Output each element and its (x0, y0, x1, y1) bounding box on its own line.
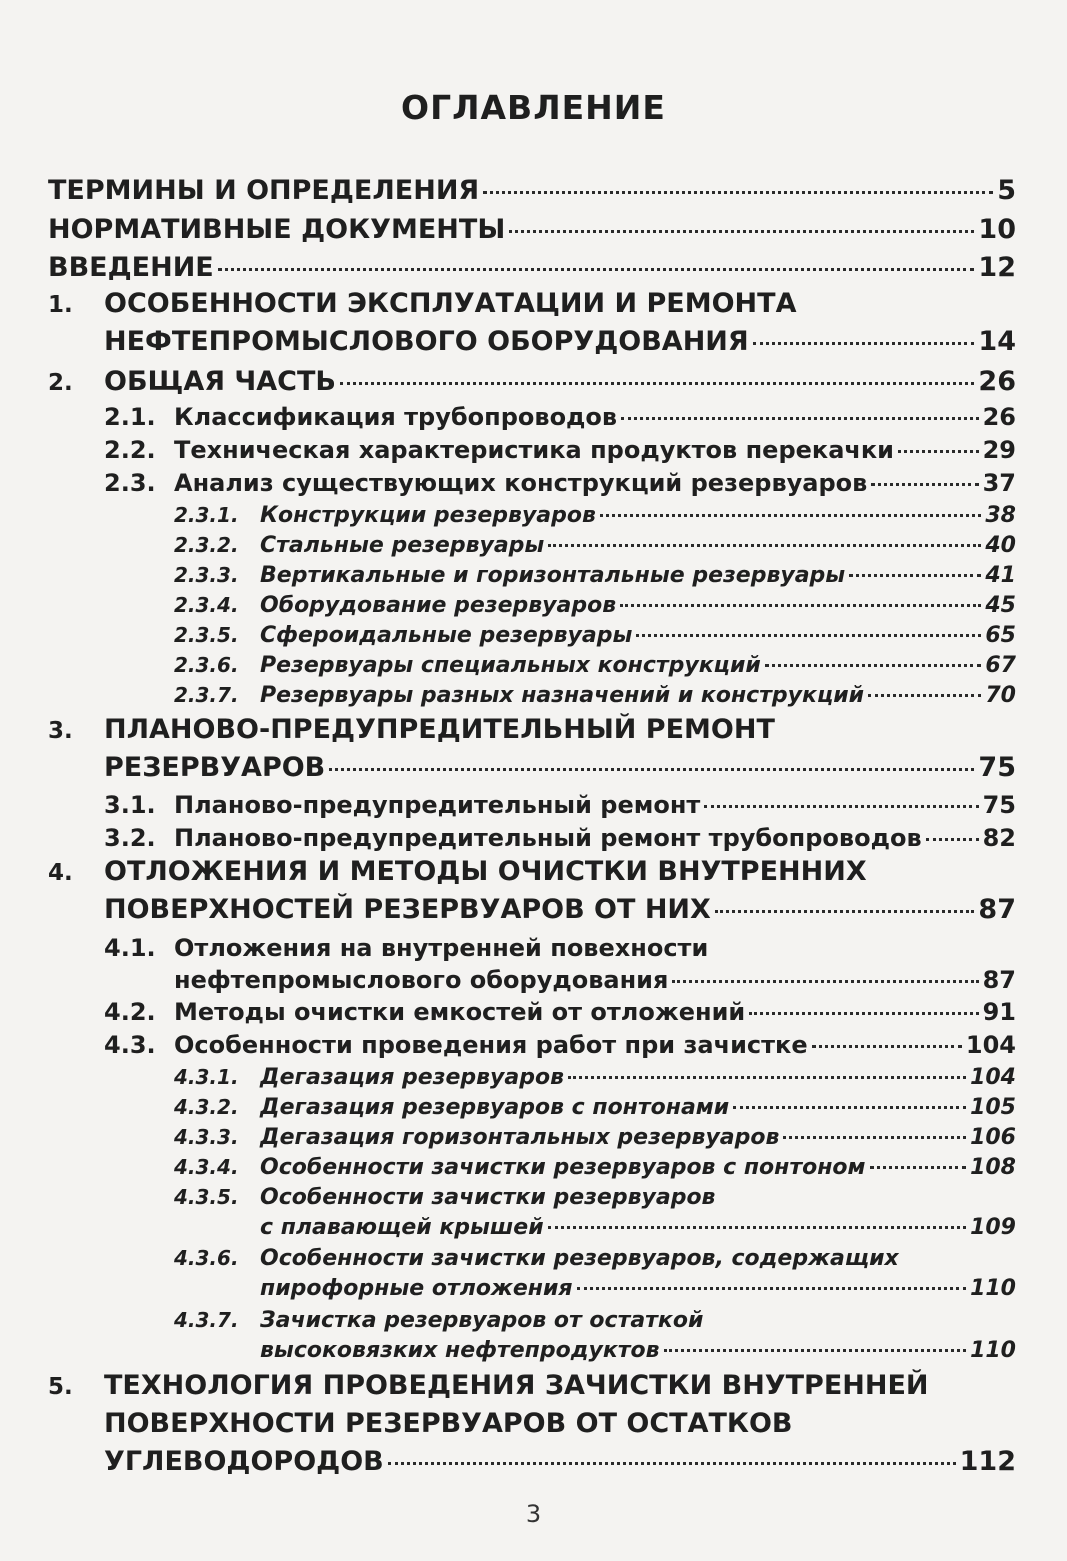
toc-chapter-3 (48, 714, 1016, 790)
toc-entry-title: Классификация трубопроводов (174, 403, 618, 431)
dot-leader (868, 694, 981, 697)
toc-page-number: 26 (982, 403, 1016, 431)
toc-entry-title: Сфероидальные резервуары (260, 623, 633, 648)
toc-page-number: 70 (985, 683, 1016, 708)
toc-section-2-3 (104, 469, 1016, 501)
toc-subsection-4-3-2 (174, 1095, 1016, 1125)
toc-section-4-1 (104, 934, 1016, 998)
toc-entry-title-continued: ПОВЕРХНОСТИ РЕЗЕРВУАРОВ ОТ ОСТАТКОВ (104, 1408, 793, 1439)
toc-entry-title: НОРМАТИВНЫЕ ДОКУМЕНТЫ (48, 214, 506, 245)
toc-entry-number: 2.3.6. (174, 653, 239, 677)
toc-entry-title: Техническая характеристика продуктов перекачки (174, 436, 894, 464)
toc-page-number: 67 (985, 653, 1016, 678)
toc-entry-number: 4.1. (104, 934, 156, 962)
toc-entry-title: ОБЩАЯ ЧАСТЬ (104, 366, 336, 397)
toc-entry-number: 2.3.2. (174, 533, 239, 557)
toc-page-number: 87 (982, 966, 1016, 994)
toc-page-number: 105 (970, 1095, 1016, 1120)
toc-page-number: 104 (970, 1065, 1016, 1090)
toc-entry-title: Особенности зачистки резервуаров (260, 1185, 716, 1210)
toc-section-3-1 (104, 791, 1016, 823)
toc-subsection-2-3-7 (174, 683, 1016, 713)
dot-leader (664, 1349, 967, 1352)
toc-entry-title: ОСОБЕННОСТИ ЭКСПЛУАТАЦИИ И РЕМОНТА (104, 288, 797, 319)
toc-entry-title-continued: УГЛЕВОДОРОДОВ (104, 1446, 384, 1477)
page-title: ОГЛАВЛЕНИЕ (401, 88, 666, 127)
toc-page-number: 12 (978, 252, 1016, 283)
toc-entry-number: 2. (48, 370, 73, 396)
toc-page-number: 26 (978, 366, 1016, 397)
toc-entry-number: 4.3.1. (174, 1065, 239, 1089)
dot-leader (871, 483, 978, 486)
dot-leader (870, 1166, 967, 1169)
toc-page-number: 41 (985, 563, 1016, 588)
dot-leader (812, 1045, 962, 1048)
toc-entry-title: Резервуары специальных конструкций (260, 653, 761, 678)
toc-page-number: 65 (985, 623, 1016, 648)
toc-page-number: 91 (982, 998, 1016, 1026)
toc-page-number: 40 (985, 533, 1016, 558)
toc-entry-title: ТЕХНОЛОГИЯ ПРОВЕДЕНИЯ ЗАЧИСТКИ ВНУТРЕННЕЙ (104, 1370, 929, 1401)
toc-entry-title: Методы очистки емкостей от отложений (174, 998, 746, 1026)
toc-page-number: 104 (965, 1031, 1016, 1059)
toc-entry-number: 4.3.2. (174, 1095, 239, 1119)
toc-subsection-4-3-7 (174, 1308, 1016, 1368)
toc-entry-title: Зачистка резервуаров от остаткой (260, 1308, 704, 1333)
toc-chapter-2 (48, 366, 1016, 404)
toc-entry-title: Планово-предупредительный ремонт трубопроводов (174, 824, 922, 852)
toc-entry-title-continued: высоковязких нефтепродуктов (260, 1338, 660, 1363)
dot-leader (715, 910, 975, 913)
dot-leader (620, 604, 981, 607)
toc-entry-number: 2.3.3. (174, 563, 239, 587)
toc-entry-title-continued: нефтепромыслового оборудования (174, 966, 669, 994)
dot-leader (388, 1462, 956, 1465)
toc-entry-title-continued: РЕЗЕРВУАРОВ (104, 752, 326, 783)
toc-page-number: 82 (982, 824, 1016, 852)
dot-leader (568, 1076, 966, 1079)
dot-leader (898, 450, 979, 453)
dot-leader (340, 382, 974, 385)
toc-section-3-2 (104, 824, 1016, 856)
toc-entry-normative-docs (48, 214, 1016, 251)
toc-entry-title-continued: ПОВЕРХНОСТЕЙ РЕЗЕРВУАРОВ ОТ НИХ (104, 894, 711, 925)
toc-page-number: 75 (982, 791, 1016, 819)
toc-entry-number: 4.2. (104, 998, 156, 1026)
toc-entry-number: 4.3.6. (174, 1246, 239, 1270)
toc-subsection-2-3-2 (174, 533, 1016, 563)
toc-entry-title: Дегазация горизонтальных резервуаров (260, 1125, 780, 1150)
toc-entry-title: Стальные резервуары (260, 533, 545, 558)
toc-entry-terms (48, 175, 1016, 212)
toc-entry-title: Отложения на внутренней повехности (174, 934, 709, 962)
toc-chapter-5 (48, 1370, 1016, 1484)
toc-entry-title: Особенности проведения работ при зачистке (174, 1031, 808, 1059)
toc-entry-title-continued: с плавающей крышей (260, 1215, 544, 1240)
toc-page-number: 87 (978, 894, 1016, 925)
dot-leader (483, 191, 993, 194)
toc-entry-number: 4. (48, 860, 73, 886)
toc-entry-number: 4.3. (104, 1031, 156, 1059)
toc-subsection-4-3-3 (174, 1125, 1016, 1155)
toc-section-2-2 (104, 436, 1016, 468)
toc-entry-number: 2.1. (104, 403, 156, 431)
toc-entry-title: Дегазация резервуаров с понтонами (260, 1095, 730, 1120)
toc-entry-number: 2.2. (104, 436, 156, 464)
toc-entry-title: ОТЛОЖЕНИЯ И МЕТОДЫ ОЧИСТКИ ВНУТРЕННИХ (104, 856, 867, 887)
toc-entry-title-continued: НЕФТЕПРОМЫСЛОВОГО ОБОРУДОВАНИЯ (104, 326, 749, 357)
toc-page-number: 10 (978, 214, 1016, 245)
toc-subsection-4-3-6 (174, 1246, 1016, 1306)
dot-leader (621, 417, 978, 420)
toc-chapter-4 (48, 856, 1016, 932)
toc-entry-title: Особенности зачистки резервуаров с понтоном (260, 1155, 866, 1180)
dot-leader (753, 342, 975, 345)
toc-page-number: 37 (982, 469, 1016, 497)
toc-entry-title: Анализ существующих конструкций резервуаров (174, 469, 868, 497)
toc-entry-number: 4.3.7. (174, 1308, 239, 1332)
toc-subsection-2-3-1 (174, 503, 1016, 533)
toc-page-number: 29 (982, 436, 1016, 464)
toc-entry-title: Особенности зачистки резервуаров, содержащих (260, 1246, 899, 1271)
toc-page-number: 110 (970, 1338, 1016, 1363)
toc-page-number: 112 (959, 1446, 1016, 1477)
toc-subsection-4-3-5 (174, 1185, 1016, 1245)
toc-entry-number: 2.3.4. (174, 593, 239, 617)
toc-entry-title: ВВЕДЕНИЕ (48, 252, 214, 283)
toc-entry-number: 2.3.1. (174, 503, 239, 527)
toc-entry-number: 1. (48, 292, 73, 318)
toc-entry-title: Вертикальные и горизонтальные резервуары (260, 563, 846, 588)
toc-entry-title: Планово-предупредительный ремонт (174, 791, 701, 819)
toc-section-2-1 (104, 403, 1016, 435)
toc-subsection-4-3-4 (174, 1155, 1016, 1185)
dot-leader (600, 514, 981, 517)
dot-leader (548, 544, 981, 547)
toc-page-number: 109 (970, 1215, 1016, 1240)
toc-entry-title: Резервуары разных назначений и конструкций (260, 683, 865, 708)
toc-section-4-3 (104, 1031, 1016, 1063)
toc-page-number: 14 (978, 326, 1016, 357)
dot-leader (749, 1012, 978, 1015)
toc-entry-introduction (48, 252, 1016, 289)
toc-subsection-2-3-5 (174, 623, 1016, 653)
toc-entry-title-continued: пирофорные отложения (260, 1276, 573, 1301)
dot-leader (765, 664, 982, 667)
toc-entry-title: Оборудование резервуаров (260, 593, 617, 618)
toc-subsection-2-3-4 (174, 593, 1016, 623)
toc-entry-number: 2.3.7. (174, 683, 239, 707)
dot-leader (636, 634, 981, 637)
toc-entry-number: 4.3.4. (174, 1155, 239, 1179)
toc-entry-number: 3.2. (104, 824, 156, 852)
toc-page-number: 106 (970, 1125, 1016, 1150)
toc-chapter-1 (48, 288, 1016, 364)
toc-subsection-4-3-1 (174, 1065, 1016, 1095)
toc-entry-title: ПЛАНОВО-ПРЕДУПРЕДИТЕЛЬНЫЙ РЕМОНТ (104, 714, 775, 745)
dot-leader (926, 838, 979, 841)
dot-leader (509, 230, 974, 233)
toc-section-4-2 (104, 998, 1016, 1030)
toc-page-number: 108 (970, 1155, 1016, 1180)
dot-leader (218, 268, 975, 271)
toc-entry-title: Конструкции резервуаров (260, 503, 596, 528)
toc-entry-number: 5. (48, 1374, 73, 1400)
dot-leader (548, 1226, 966, 1229)
toc-entry-number: 2.3. (104, 469, 156, 497)
dot-leader (329, 768, 974, 771)
dot-leader (672, 980, 978, 983)
toc-entry-number: 4.3.5. (174, 1185, 239, 1209)
toc-entry-title: ТЕРМИНЫ И ОПРЕДЕЛЕНИЯ (48, 175, 480, 206)
toc-entry-number: 4.3.3. (174, 1125, 239, 1149)
toc-entry-number: 2.3.5. (174, 623, 239, 647)
toc-page-number: 5 (997, 175, 1016, 206)
toc-entry-number: 3.1. (104, 791, 156, 819)
toc-subsection-2-3-6 (174, 653, 1016, 683)
dot-leader (577, 1287, 967, 1290)
toc-entry-title: Дегазация резервуаров (260, 1065, 565, 1090)
toc-page-number: 75 (978, 752, 1016, 783)
toc-subsection-2-3-3 (174, 563, 1016, 593)
dot-leader (733, 1106, 966, 1109)
dot-leader (783, 1136, 966, 1139)
toc-page-number: 45 (985, 593, 1016, 618)
toc-page-number: 38 (985, 503, 1016, 528)
dot-leader (704, 805, 978, 808)
toc-page-number: 110 (970, 1276, 1016, 1301)
page-number: 3 (525, 1500, 542, 1528)
toc-entry-number: 3. (48, 718, 73, 744)
dot-leader (849, 574, 981, 577)
